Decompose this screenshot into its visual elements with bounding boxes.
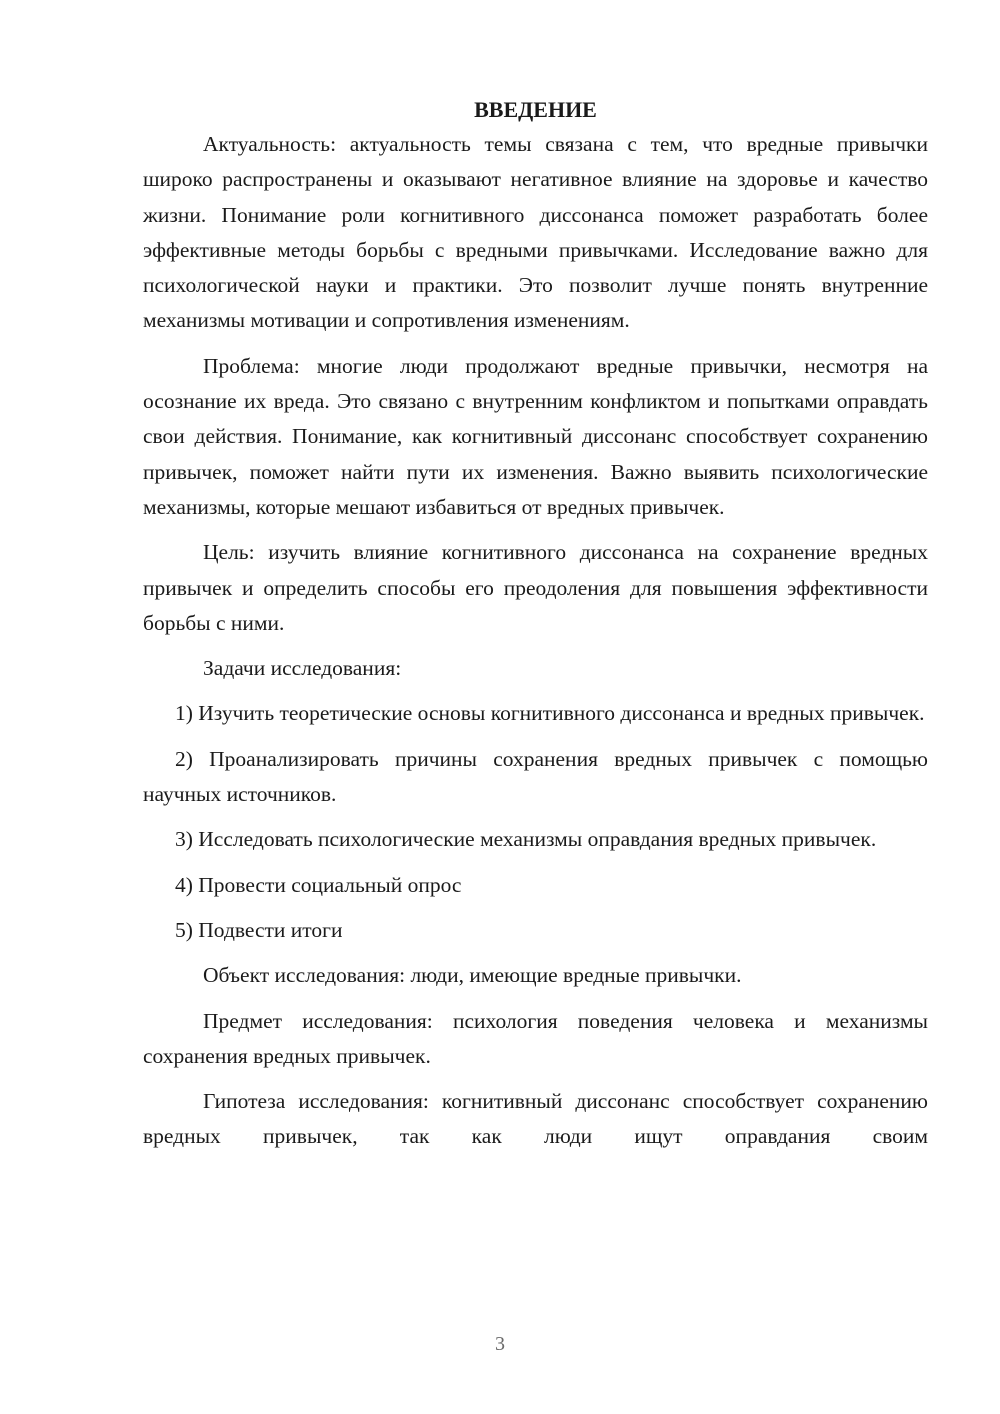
task-item: 1) Изучить теоретические основы когнитивного диссонанса и вредных привычек. <box>175 701 925 726</box>
paragraph-tasks-heading: Задачи исследования: <box>203 656 402 681</box>
task-item: 3) Исследовать психологические механизмы оправдания вредных привычек. <box>175 827 877 852</box>
paragraph-goal: Цель: изучить влияние когнитивного диссонанса на сохранение вредных привычек и определить способы его преодоления для повышения эффективности борьбы с ними. <box>143 540 928 635</box>
paragraph-relevance: Актуальность: актуальность темы связана с тем, что вредные привычки широко распространены и оказывают негативное влияние на здоровье и качество жизни. Понимание роли когнитивного диссонанса поможет разработать более эффективные методы борьбы с вредными привычками. Исследование важно для психологической науки и практики. Это позволит лучше понять внутренние механизмы мотивации и сопротивления изменениям. <box>143 132 928 333</box>
paragraph-subject: Предмет исследования: психология поведения человека и механизмы сохранения вредных привычек. <box>143 1008 928 1068</box>
task-item: 2) Проанализировать причины сохранения вредных привычек с помощью научных источников. <box>143 746 928 807</box>
document-page <box>143 92 928 1165</box>
task-list <box>143 696 928 948</box>
task-item: 4) Провести социальный опрос <box>175 872 462 897</box>
page-number: 3 <box>495 1333 505 1355</box>
paragraph-hypothesis: Гипотеза исследования: когнитивный диссонанс способствует сохранению вредных привычек, так как люди ищут оправдания своим <box>143 1089 928 1149</box>
task-item: 5) Подвести итоги <box>175 917 343 942</box>
paragraph-problem: Проблема: многие люди продолжают вредные привычки, несмотря на осознание их вреда. Это связано с внутренним конфликтом и попытками оправдать свои действия. Понимание, как когнитивный диссонанс способствует сохранению привычек, поможет найти пути их изменения. Важно выявить психологические механизмы, которые мешают избавиться от вредных привычек. <box>143 353 928 519</box>
paragraph-object: Объект исследования: люди, имеющие вредные привычки. <box>203 963 742 988</box>
page-title: ВВЕДЕНИЕ <box>474 97 597 122</box>
